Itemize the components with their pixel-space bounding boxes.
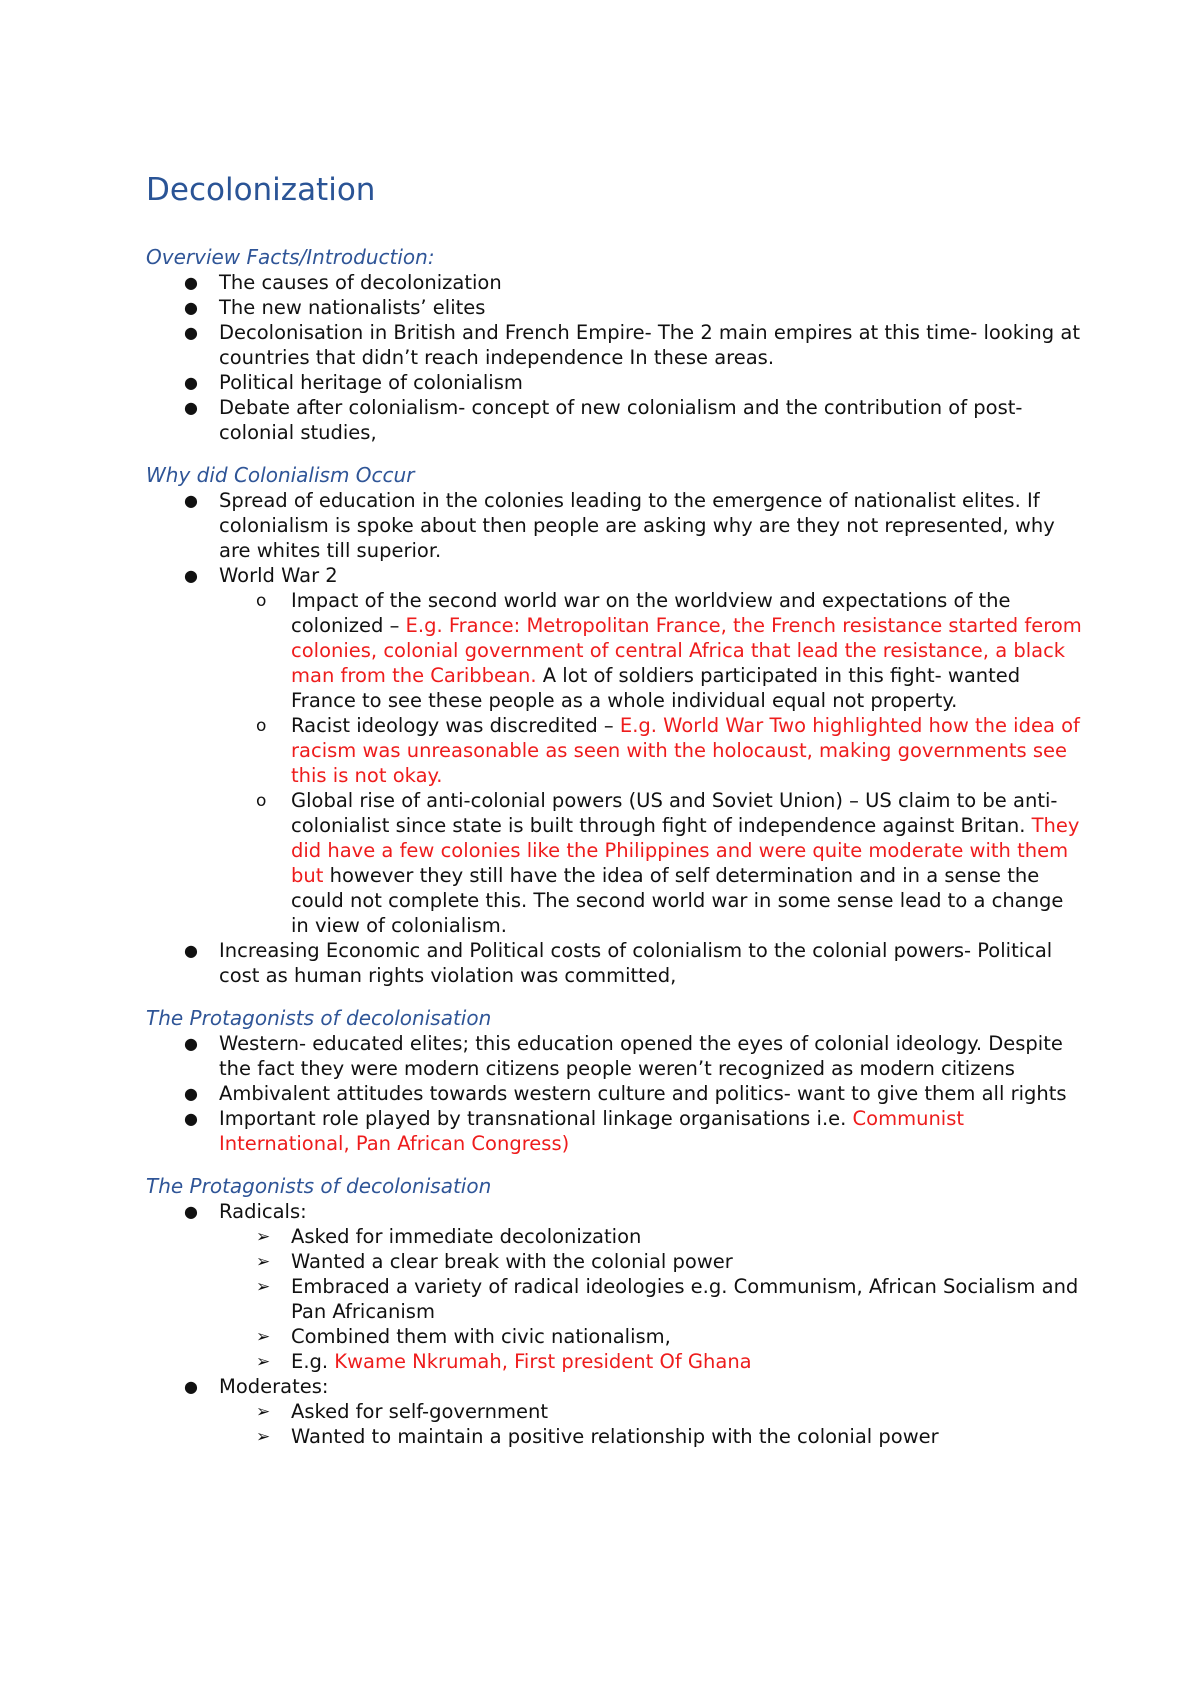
arrow-bullet-icon: ➢ [256, 1227, 271, 1247]
arrow-bullet-icon: ➢ [256, 1402, 271, 1422]
bullet-icon: ● [184, 1202, 198, 1221]
list-item: ● Debate after colonialism- concept of new colonialism and the contribution of post-colonial studies, [184, 396, 1023, 444]
list-item: ● The new nationalists’ elites [184, 296, 486, 319]
section-why-colonialism [146, 463, 1086, 988]
list-item: ● Moderates: [184, 1375, 329, 1398]
section-protagonists-1 [146, 1006, 1086, 1156]
sub-list-item: ➢ Embraced a variety of radical ideologies e.g. Communism, African Socialism and Pan Africanism [256, 1275, 1079, 1323]
arrow-bullet-icon: ➢ [256, 1277, 271, 1297]
bullet-icon: ● [184, 273, 198, 292]
bullet-icon: ● [184, 323, 198, 342]
sub-list-item: ➢ Wanted to maintain a positive relationship with the colonial power [256, 1425, 939, 1448]
bullet-list [146, 488, 1086, 988]
bullet-icon: ● [184, 1109, 198, 1128]
bullet-list [146, 1199, 1086, 1449]
arrow-bullet-icon: ➢ [256, 1427, 271, 1447]
document-title: Decolonization [146, 172, 376, 208]
bullet-icon: ● [184, 373, 198, 392]
bullet-icon: ● [184, 398, 198, 417]
sub-list-item: ➢ Asked for immediate decolonization [256, 1225, 642, 1248]
bullet-icon: ● [184, 1084, 198, 1103]
circle-bullet-icon: o [256, 791, 267, 811]
list-item: ● Spread of education in the colonies leading to the emergence of nationalist elites. If colonialism is spoke about then people are asking why are they not represented, why are whites till superior. [184, 489, 1055, 562]
list-item: ● Decolonisation in British and French Empire- The 2 main empires at this time- looking at countries that didn’t reach independence In these areas. [184, 321, 1080, 369]
list-item: ● Important role played by transnational linkage organisations i.e. Communist International, Pan African Congress) [184, 1107, 965, 1155]
section-protagonists-2 [146, 1174, 1086, 1449]
bullet-icon: ● [184, 298, 198, 317]
bullet-icon: ● [184, 1034, 198, 1053]
sub-list-item: ➢ Combined them with civic nationalism, [256, 1325, 671, 1348]
document-page [146, 168, 1086, 1449]
circle-bullet-icon: o [256, 716, 267, 736]
bullet-icon: ● [184, 941, 198, 960]
section-heading: The Protagonists of decolonisation [146, 1174, 492, 1198]
bullet-list [146, 270, 1086, 445]
arrow-bullet-icon: ➢ [256, 1352, 271, 1372]
sub-list-item: ➢ Asked for self-government [256, 1400, 548, 1423]
list-item: ● Increasing Economic and Political costs of colonialism to the colonial powers- Political cost as human rights violation was committed, [184, 939, 1053, 987]
arrow-bullet-icon: ➢ [256, 1252, 271, 1272]
list-item: ● Political heritage of colonialism [184, 371, 523, 394]
sub-list-item: ➢ E.g. Kwame Nkrumah, First president Of Ghana [256, 1350, 752, 1373]
list-item: ● The causes of decolonization [184, 271, 502, 294]
list-item: ● Western- educated elites; this education opened the eyes of colonial ideology. Despite the fact they were modern citizens people weren’t recognized as modern citizens [184, 1032, 1063, 1080]
arrow-bullet-icon: ➢ [256, 1327, 271, 1347]
sub-list-item: ➢ Wanted a clear break with the colonial power [256, 1250, 733, 1273]
section-overview [146, 245, 1086, 445]
bullet-icon: ● [184, 1377, 198, 1396]
section-heading: Why did Colonialism Occur [146, 463, 415, 487]
section-heading: The Protagonists of decolonisation [146, 1006, 492, 1030]
circle-bullet-icon: o [256, 591, 267, 611]
section-heading: Overview Facts/Introduction: [146, 245, 435, 269]
sub-list-item: o Racist ideology was discredited – E.g. World War Two highlighted how the idea of racism was unreasonable as seen with the holocaust, making governments see this is not okay. [256, 714, 1080, 787]
sub-list-item: o Impact of the second world war on the worldview and expectations of the colonized – E.g. France: Metropolitan France, the French resistance started ferom colonies, colonial government of central Africa that lead the resistance, a black man from the Caribbean. A lot of soldiers participated in this fight- wanted France to see these people as a whole individual equal not property. [256, 589, 1082, 712]
list-item: ● World War 2 [184, 564, 338, 587]
list-item: ● Radicals: [184, 1200, 307, 1223]
bullet-list [146, 1031, 1086, 1156]
bullet-icon: ● [184, 491, 198, 510]
bullet-icon: ● [184, 566, 198, 585]
sub-list-item: o Global rise of anti-colonial powers (US and Soviet Union) – US claim to be anti-colonialist since state is built through fight of independence against Britan. They did have a few colonies like the Philippines and were quite moderate with them but however they still have the idea of self determination and in a sense the could not complete this. The second world war in some sense lead to a change in view of colonialism. [256, 789, 1080, 937]
list-item: ● Ambivalent attitudes towards western culture and politics- want to give them all rights [184, 1082, 1067, 1105]
